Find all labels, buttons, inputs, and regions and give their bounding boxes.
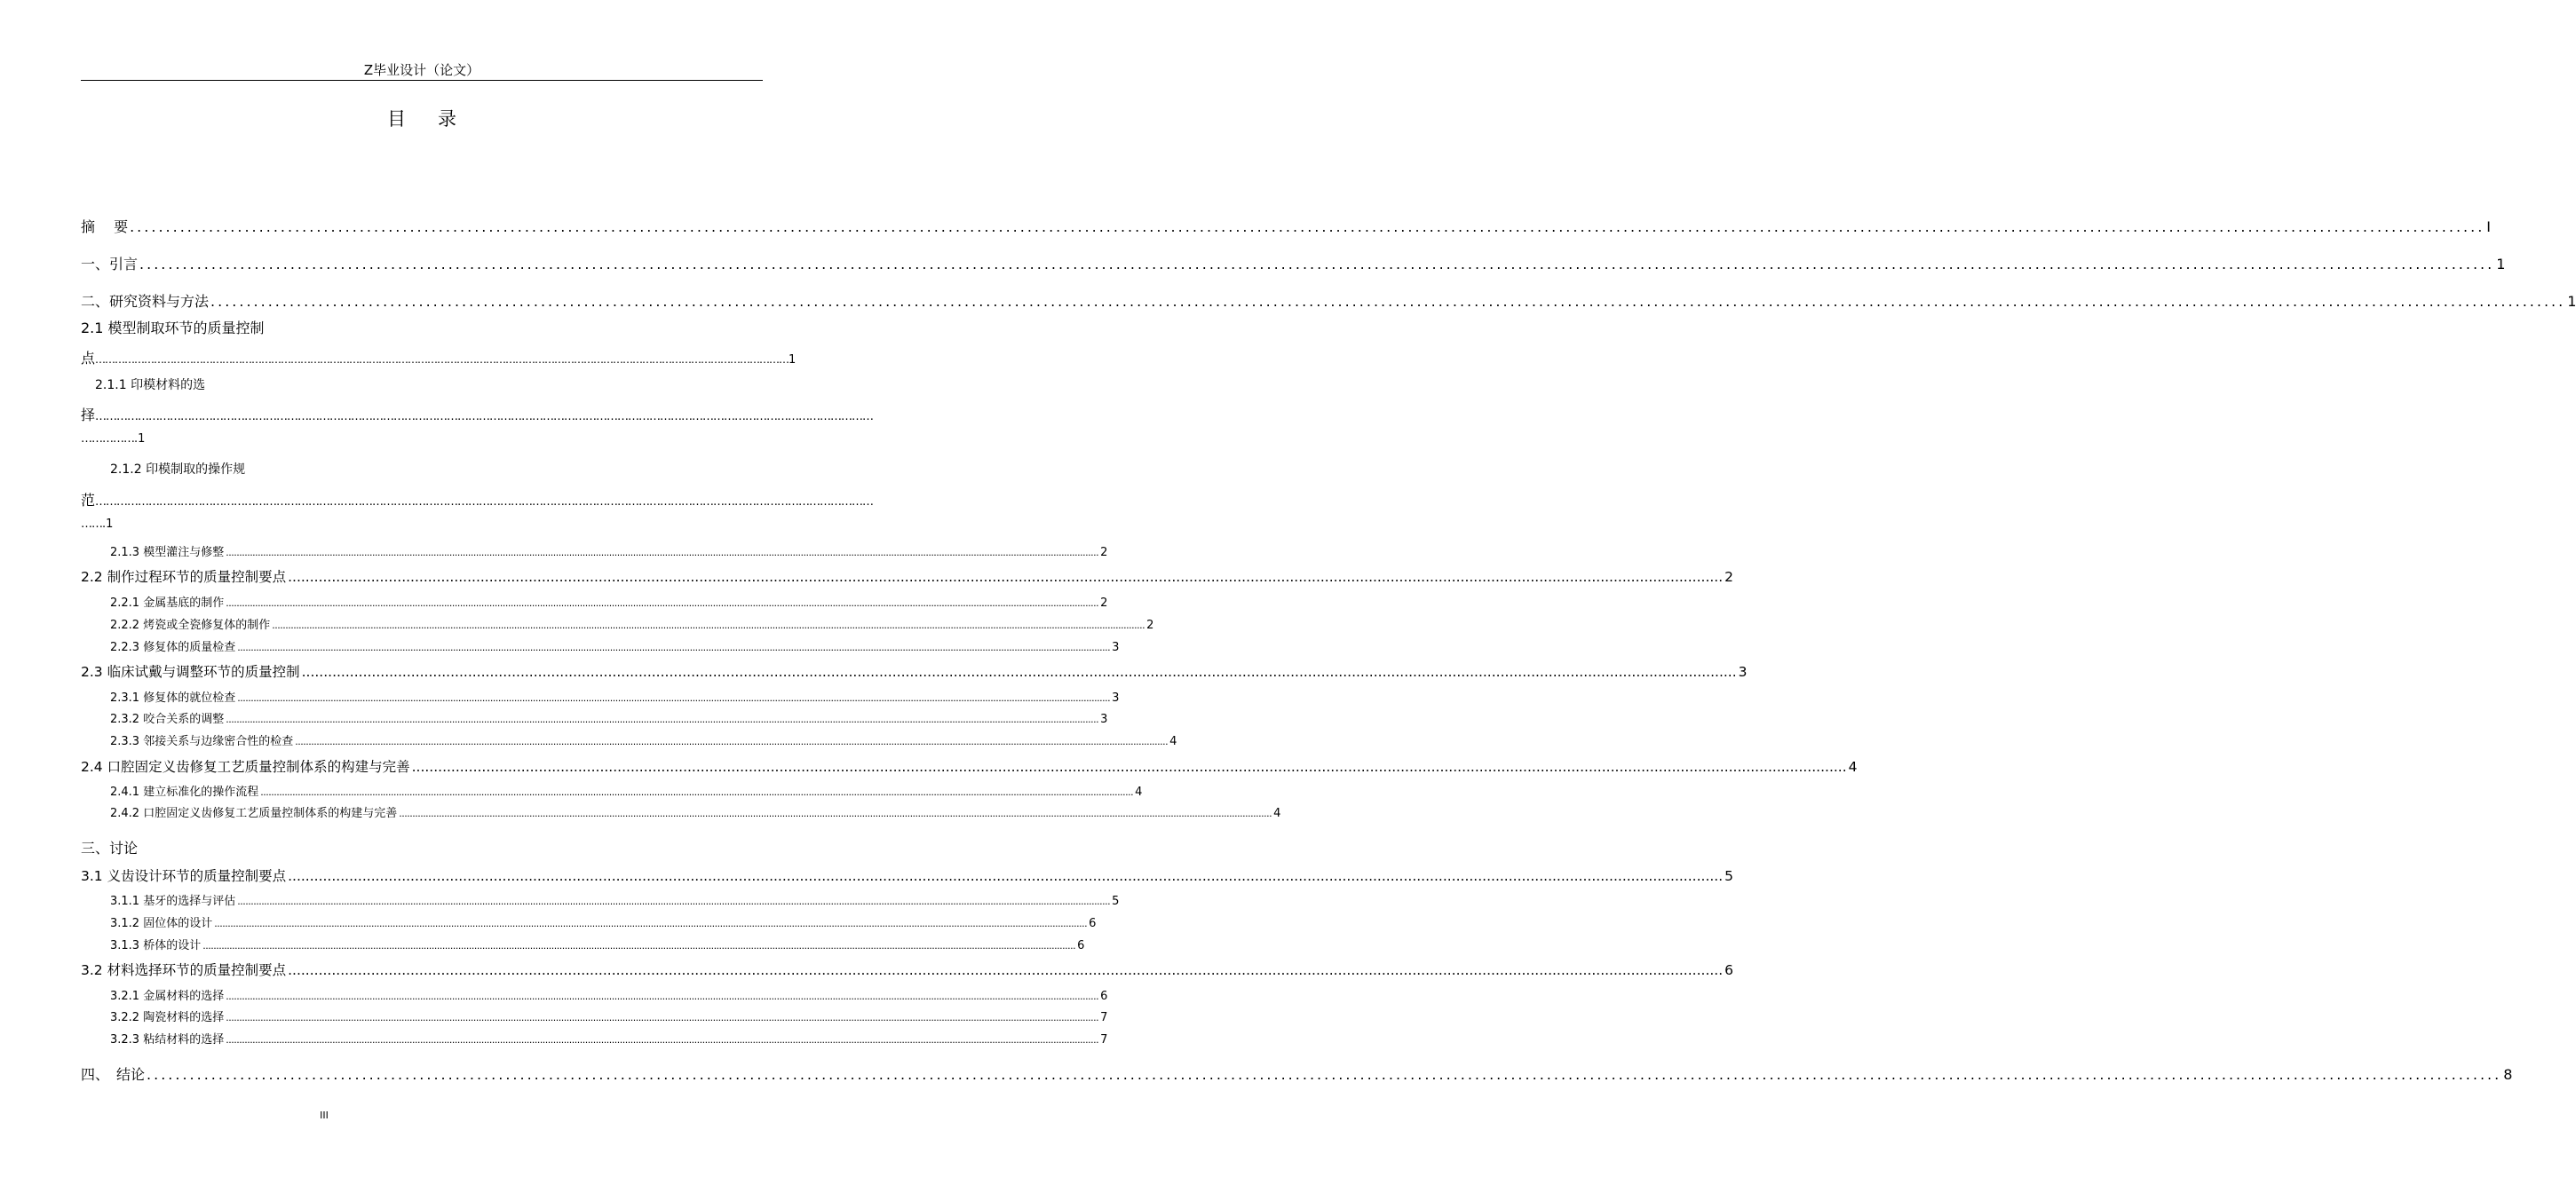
toc-page: 5 bbox=[1724, 868, 1734, 884]
toc-label: 3.1 义齿设计环节的质量控制要点 bbox=[81, 868, 287, 884]
toc-label: 3.2.3 粘结材料的选择 bbox=[110, 1033, 225, 1047]
toc-leader: ………………………………………………………………………………………………………………………………………………………………………………………………… bbox=[95, 495, 874, 509]
toc-entry-2-2-2[interactable] bbox=[81, 615, 1154, 632]
toc-page: 2 bbox=[1100, 596, 1108, 610]
toc-page: 2 bbox=[1100, 546, 1108, 559]
page-number: III bbox=[320, 1110, 329, 1121]
toc-entry-2-1-1-line2[interactable] bbox=[81, 404, 874, 424]
toc-page: .1 bbox=[134, 432, 146, 446]
toc-page: .1 bbox=[102, 517, 114, 531]
toc-label: 范 bbox=[81, 492, 96, 509]
toc-page: 6 bbox=[1724, 962, 1734, 978]
toc-entry-2-4-2[interactable] bbox=[81, 803, 1281, 820]
toc-leader: …… bbox=[81, 517, 102, 531]
toc-page: 2 bbox=[1724, 569, 1734, 585]
toc-entry-3-1-2[interactable] bbox=[81, 913, 1097, 930]
toc-label: 2.4.1 建立标准化的操作流程 bbox=[110, 786, 259, 799]
toc-leader bbox=[226, 1012, 1098, 1023]
toc-leader bbox=[226, 1034, 1098, 1046]
toc-entry-2-4[interactable] bbox=[81, 756, 1858, 776]
toc-leader bbox=[210, 293, 2565, 310]
toc-page: I bbox=[2486, 218, 2491, 235]
toc-page: 4 bbox=[1169, 735, 1177, 748]
toc-entry-3-2-3[interactable] bbox=[81, 1030, 1108, 1047]
toc-page: 2 bbox=[1146, 619, 1154, 632]
toc-label: 一、引言 bbox=[81, 256, 139, 273]
toc-entry-2-1-2-line2[interactable] bbox=[81, 489, 874, 510]
toc-label: 3.1.1 基牙的选择与评估 bbox=[110, 895, 236, 908]
toc-page: 6 bbox=[1089, 917, 1097, 930]
toc-label: 二、研究资料与方法 bbox=[81, 293, 210, 310]
toc-leader bbox=[214, 918, 1087, 929]
toc-page: 1 bbox=[789, 353, 797, 367]
toc-entry-2-4-1[interactable] bbox=[81, 782, 1143, 799]
toc-label: 2.3 临床试戴与调整环节的质量控制 bbox=[81, 664, 300, 680]
toc-page: 4 bbox=[1273, 807, 1281, 820]
toc-page: 1 bbox=[2567, 293, 2576, 310]
toc-label: 摘 要 bbox=[81, 218, 129, 235]
toc-entry-conclusion[interactable] bbox=[81, 1063, 2513, 1084]
toc-label: 2.2.2 烤瓷或全瓷修复体的制作 bbox=[110, 619, 271, 632]
toc-label: 3.2.1 金属材料的选择 bbox=[110, 990, 225, 1003]
toc-leader bbox=[237, 642, 1110, 653]
page-title: 目录 bbox=[387, 108, 488, 130]
toc-entry-2-1-3[interactable] bbox=[81, 542, 1108, 559]
header-rule bbox=[81, 80, 763, 81]
toc-entry-3-2[interactable] bbox=[81, 960, 1734, 979]
toc-page: 5 bbox=[1112, 895, 1120, 908]
toc-leader bbox=[288, 962, 1723, 978]
toc-leader: …………… bbox=[81, 432, 134, 446]
toc-page: 7 bbox=[1100, 1033, 1108, 1047]
toc-entry-2-2-1[interactable] bbox=[81, 593, 1108, 610]
toc-entry-3-2-1[interactable] bbox=[81, 986, 1108, 1003]
toc-leader: …………………………………………………………………………………………………………………………………………………………………………………………… bbox=[95, 353, 789, 366]
toc-entry-3-1[interactable] bbox=[81, 865, 1734, 885]
running-header: Z毕业设计（论文） bbox=[363, 62, 480, 78]
toc-entry-methods[interactable] bbox=[81, 290, 2576, 311]
toc-entry-2-1-line2[interactable] bbox=[81, 347, 797, 367]
toc-entry-2-3-1[interactable] bbox=[81, 688, 1120, 705]
toc-page: 4 bbox=[1135, 786, 1143, 799]
toc-label: 3.2 材料选择环节的质量控制要点 bbox=[81, 962, 287, 978]
toc-leader bbox=[226, 597, 1098, 609]
toc-entry-2-3[interactable] bbox=[81, 661, 1748, 681]
toc-leader bbox=[226, 547, 1098, 558]
toc-label: 择 bbox=[81, 407, 96, 423]
toc-leader bbox=[237, 896, 1110, 907]
toc-entry-abstract[interactable] bbox=[81, 216, 2491, 236]
toc-page: 8 bbox=[2503, 1066, 2513, 1083]
toc-leader bbox=[147, 1066, 2501, 1083]
toc-entry-3-1-3[interactable] bbox=[81, 936, 1085, 952]
toc-label: 2.4.2 口腔固定义齿修复工艺质量控制体系的构建与完善 bbox=[110, 807, 398, 820]
toc-leader bbox=[226, 991, 1098, 1002]
toc-entry-2-1-2-line3[interactable] bbox=[81, 517, 113, 531]
toc-leader: ………………………………………………………………………………………………………………………………………………………………………………………………… bbox=[95, 410, 874, 423]
toc-page: 3 bbox=[1112, 641, 1120, 654]
toc-page: 3 bbox=[1112, 691, 1120, 705]
toc-page: 4 bbox=[1848, 759, 1858, 775]
toc-leader bbox=[295, 736, 1168, 747]
toc-leader bbox=[302, 664, 1737, 680]
toc-entry-3-1-1[interactable] bbox=[81, 891, 1120, 908]
toc-entry-2-1-2-line1[interactable]: 2.1.2 印模制取的操作规 bbox=[110, 462, 246, 477]
toc-leader bbox=[237, 692, 1110, 704]
toc-entry-3-2-2[interactable] bbox=[81, 1007, 1108, 1024]
toc-leader bbox=[260, 786, 1133, 798]
toc-page: 1 bbox=[2496, 256, 2506, 273]
toc-page: 7 bbox=[1100, 1011, 1108, 1024]
toc-label: 2.3.3 邻接关系与边缘密合性的检查 bbox=[110, 735, 294, 748]
toc-label: 2.3.2 咬合关系的调整 bbox=[110, 713, 225, 726]
toc-page: 6 bbox=[1077, 939, 1085, 952]
toc-entry-discussion[interactable]: 三、讨论 bbox=[81, 840, 139, 857]
toc-label: 2.2.3 修复体的质量检查 bbox=[110, 641, 236, 654]
toc-page: 6 bbox=[1100, 990, 1108, 1003]
toc-entry-2-3-2[interactable] bbox=[81, 709, 1108, 726]
toc-leader bbox=[202, 940, 1075, 952]
toc-label: 2.3.1 修复体的就位检查 bbox=[110, 691, 236, 705]
toc-label: 3.1.3 桥体的设计 bbox=[110, 939, 202, 952]
toc-entry-2-2[interactable] bbox=[81, 566, 1734, 586]
toc-label: 2.4 口腔固定义齿修复工艺质量控制体系的构建与完善 bbox=[81, 759, 410, 775]
toc-leader bbox=[226, 714, 1098, 725]
toc-label: 四、 结论 bbox=[81, 1066, 146, 1083]
toc-label: 2.2 制作过程环节的质量控制要点 bbox=[81, 569, 287, 585]
toc-page: 3 bbox=[1738, 664, 1748, 680]
toc-label: 2.1.3 模型灌注与修整 bbox=[110, 546, 225, 559]
toc-page: 3 bbox=[1100, 713, 1108, 726]
toc-leader bbox=[288, 868, 1723, 884]
toc-label: 点 bbox=[81, 350, 96, 367]
toc-entry-2-1-line1[interactable]: 2.1 模型制取环节的质量控制 bbox=[81, 320, 265, 336]
toc-entry-2-1-1-line1[interactable]: 2.1.1 印模材料的选 bbox=[95, 378, 206, 392]
toc-label: 2.2.1 金属基底的制作 bbox=[110, 596, 225, 610]
toc-entry-intro[interactable] bbox=[81, 253, 2506, 273]
toc-leader bbox=[399, 808, 1272, 819]
toc-leader bbox=[139, 256, 2494, 273]
toc-leader bbox=[288, 569, 1723, 585]
toc-leader bbox=[272, 620, 1145, 631]
toc-entry-2-3-3[interactable] bbox=[81, 731, 1177, 748]
toc-leader bbox=[412, 759, 1847, 775]
toc-entry-2-2-3[interactable] bbox=[81, 637, 1120, 654]
toc-entry-2-1-1-line3[interactable] bbox=[81, 432, 145, 446]
toc-leader bbox=[130, 218, 2485, 235]
toc-label: 3.2.2 陶瓷材料的选择 bbox=[110, 1011, 225, 1024]
toc-label: 3.1.2 固位体的设计 bbox=[110, 917, 213, 930]
